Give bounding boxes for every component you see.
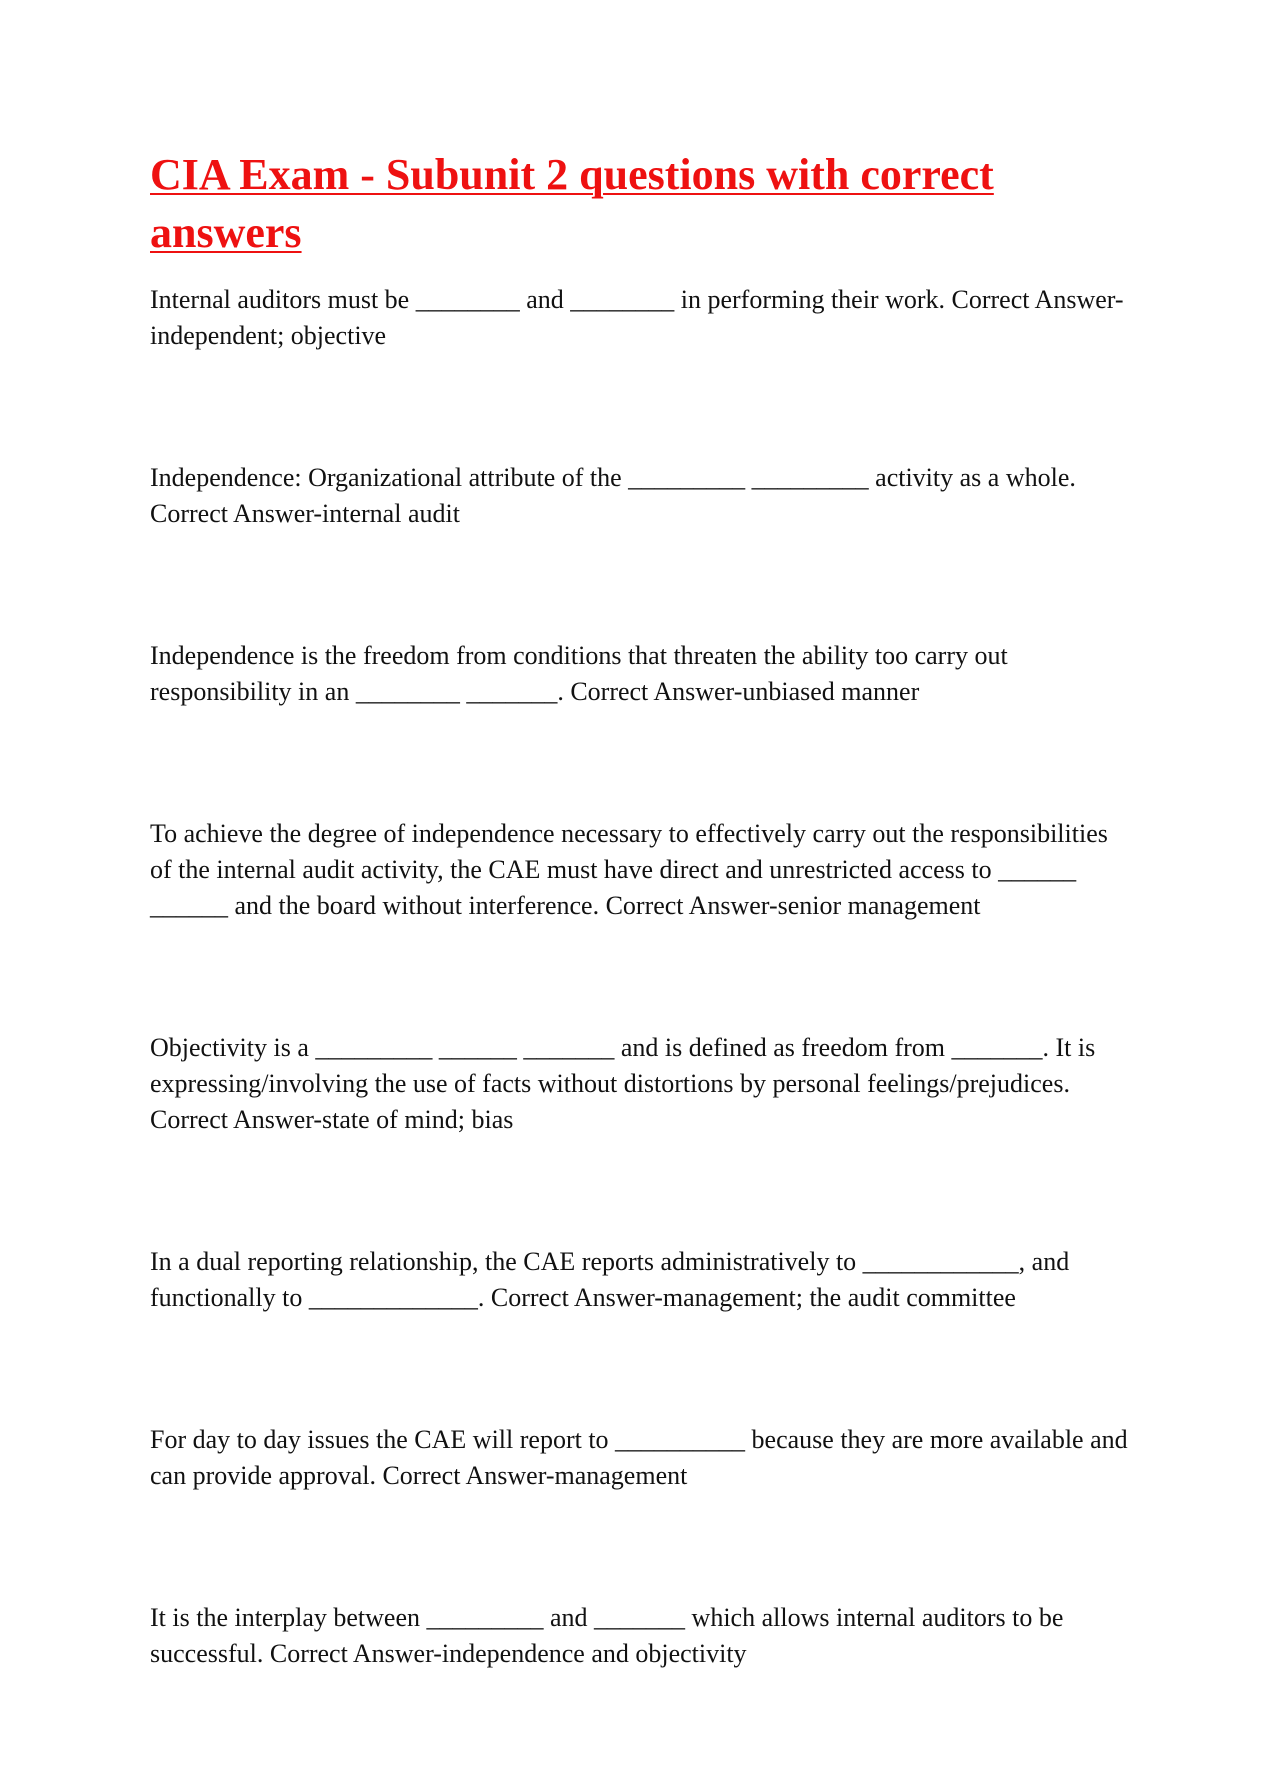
document-page xyxy=(150,146,1150,1778)
qa-item: Objectivity is a _________ ______ _______ and is defined as freedom from _______. It is expressing/involving the use of facts without distortions by personal feelings/prejudices. Correct Answer-state of mind; bias xyxy=(150,1033,1096,1134)
qa-item: Independence: Organizational attribute of the _________ _________ activity as a whole. Correct Answer-internal audit xyxy=(150,463,1076,528)
qa-item: For day to day issues the CAE will report to __________ because they are more available and can provide approval. Correct Answer-management xyxy=(150,1425,1128,1490)
qa-item: To achieve the degree of independence necessary to effectively carry out the responsibilities of the internal audit activity, the CAE must have direct and unrestricted access to ______ ______ and the board without interference. Correct Answer-senior management xyxy=(150,819,1108,920)
qa-item: Independence is the freedom from conditions that threaten the ability too carry out responsibility in an ________ _______. Correct Answer-unbiased manner xyxy=(150,641,1008,706)
qa-item: It is the interplay between _________ and _______ which allows internal auditors to be successful. Correct Answer-independence and objectivity xyxy=(150,1603,1064,1668)
qa-item: In a dual reporting relationship, the CAE reports administratively to ____________, and functionally to _____________. Correct Answer-management; the audit committee xyxy=(150,1247,1070,1312)
qa-item: Internal auditors must be ________ and ________ in performing their work. Correct Answer-independent; objective xyxy=(150,285,1124,350)
document-title: CIA Exam - Subunit 2 questions with correct answers xyxy=(150,150,994,257)
